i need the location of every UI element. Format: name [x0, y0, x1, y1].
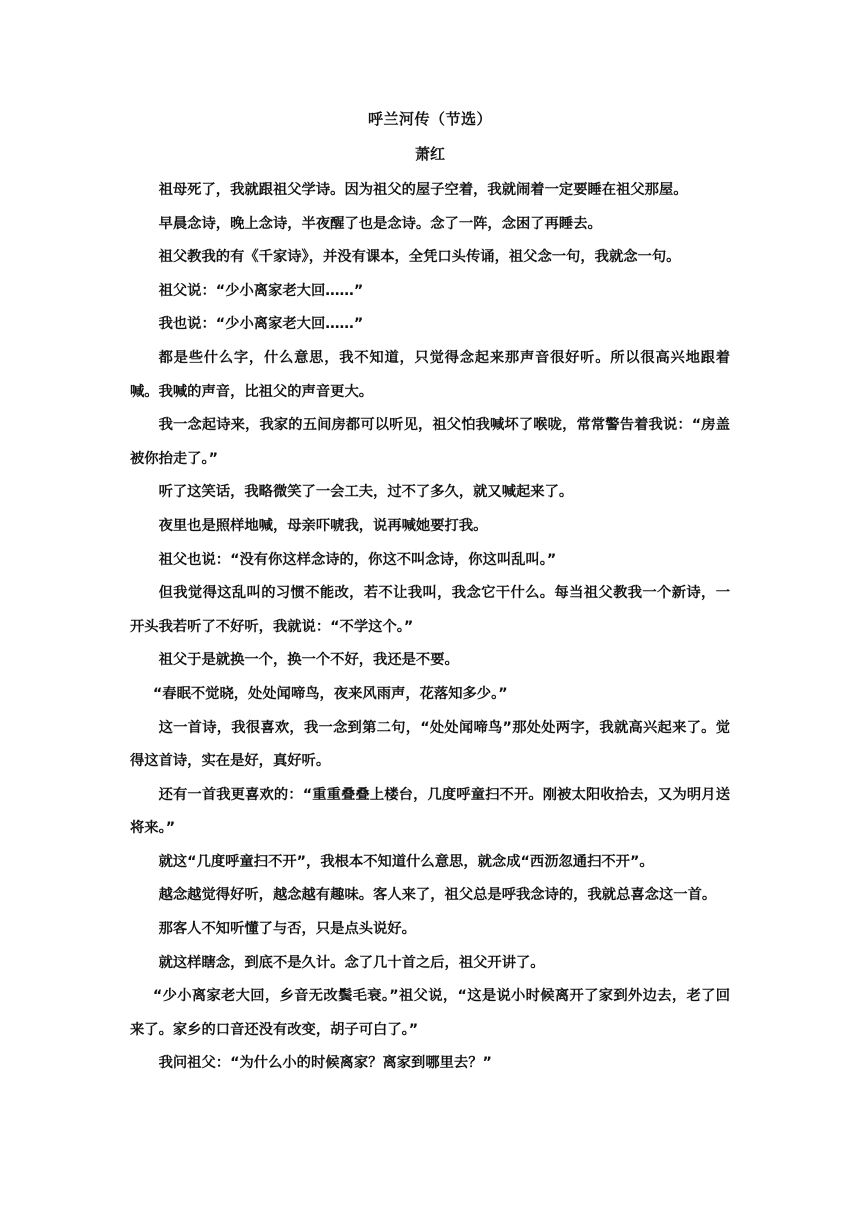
paragraph: 我也说：“少小离家老大回……”: [158, 316, 364, 333]
paragraph: 祖母死了，我就跟祖父学诗。因为祖父的屋子空着，我就闹着一定要睡在祖父那屋。: [158, 182, 688, 198]
document-title: 呼兰河传（节选）: [367, 110, 492, 128]
paragraph: 祖父于是就换一个，换一个不好，我还是不要。: [158, 652, 459, 669]
paragraph: 我问祖父：“为什么小的时候离家？离家到哪里去？”: [158, 1055, 492, 1072]
paragraph: 祖父说：“少小离家老大回……”: [158, 282, 364, 299]
paragraph: 夜里也是照样地喊，母亲吓唬我，说再喊她要打我。: [158, 517, 488, 534]
paragraph: 祖父也说：“没有你这样念诗的，你这不叫念诗，你这叫乱叫。”: [158, 551, 557, 568]
paragraph: 那客人不知听懂了与否，只是点头说好。: [158, 921, 416, 938]
paragraph: 但我觉得这乱叫的习惯不能改，若不让我叫，我念它干什么。每当祖父教我一个新诗，一开头我若听了不好听，我就说：“不学这个。”: [130, 585, 730, 635]
paragraph: “春眠不觉晓，处处闻啼鸟，夜来风雨声，花落知多少。”: [152, 685, 508, 702]
paragraph: 祖父教我的有《千家诗》，并没有课本，全凭口头传诵，祖父念一句，我就念一句。: [158, 249, 681, 266]
paragraph: “少小离家老大回，乡音无改鬓毛衰。”祖父说，“这是说小时候离开了家到外边去，老了回来了。家乡的口音还没有改变，胡子可白了。”: [130, 988, 730, 1038]
paragraph: 这一首诗，我很喜欢，我一念到第二句，“处处闻啼鸟”那处处两字，我就高兴起来了。觉得这首诗，实在是好，真好听。: [130, 719, 730, 770]
paragraph: 还有一首我更喜欢的：“重重叠叠上楼台，几度呼童扫不开。刚被太阳收拾去，又为明月送将来。”: [130, 786, 730, 837]
document-body: [130, 174, 730, 1081]
paragraph: 就这样瞎念，到底不是久计。念了几十首之后，祖父开讲了。: [158, 954, 545, 971]
paragraph: 就这“几度呼童扫不开”，我根本不知道什么意思，就念成“西沥忽通扫不开”。: [158, 853, 654, 870]
paragraph: 听了这笑话，我略微笑了一会工夫，过不了多久，就又喊起来了。: [158, 484, 574, 501]
paragraph: 我一念起诗来，我家的五间房都可以听见，祖父怕我喊坏了喉咙，常常警告着我说：“房盖被你抬走了。”: [130, 417, 730, 467]
paragraph: 早晨念诗，晚上念诗，半夜醒了也是念诗。念了一阵，念困了再睡去。: [158, 215, 602, 232]
author-name: 萧红: [414, 145, 445, 163]
paragraph: 越念越觉得好听，越念越有趣味。客人来了，祖父总是呼我念诗的，我就总喜念这一首。: [158, 887, 717, 904]
paragraph: 都是些什么字，什么意思，我不知道，只觉得念起来那声音很好听。所以很高兴地跟着喊。我喊的声音，比祖父的声音更大。: [130, 349, 730, 400]
